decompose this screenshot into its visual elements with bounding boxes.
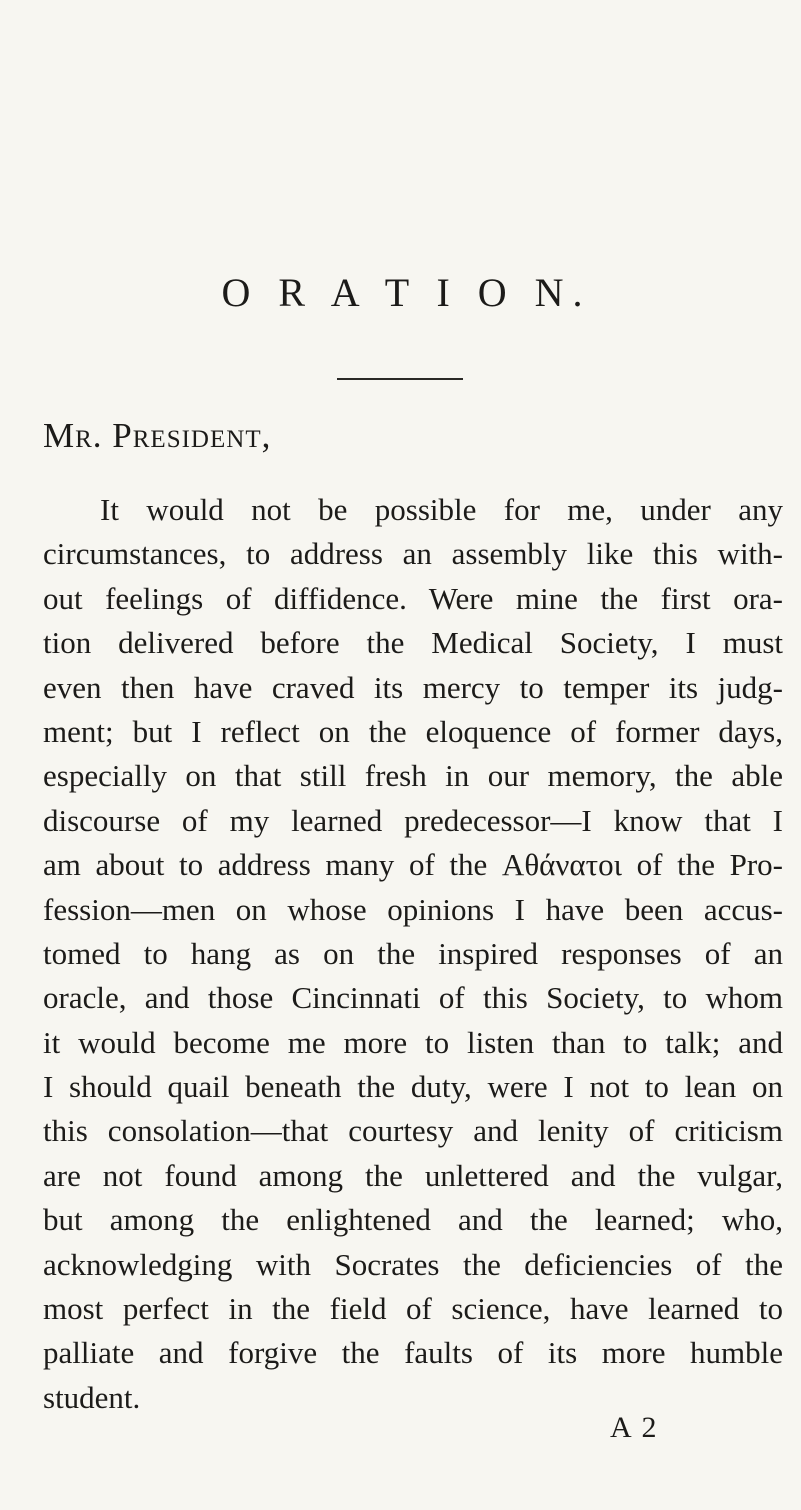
paragraph-line: fession—men on whose opinions I have been accus- [43, 891, 783, 927]
paragraph-line: even then have craved its mercy to temper its judg- [43, 669, 783, 705]
paragraph-line: are not found among the unlettered and the vulgar, [43, 1157, 783, 1193]
paragraph-line: I should quail beneath the duty, were I not to lean on [43, 1069, 783, 1105]
paragraph-line: It would not be possible for me, under any [100, 492, 783, 527]
body-paragraph [43, 488, 783, 1420]
paragraph-line: circumstances, to address an assembly like this with- [43, 536, 783, 572]
paragraph-line: it would become me more to listen than to talk; and [43, 1024, 783, 1060]
paragraph-line: but among the enlightened and the learned; who, [43, 1202, 783, 1238]
salutation: Mr. President, [43, 416, 272, 455]
paragraph-line: oracle, and those Cincinnati of this Society, to whom [43, 980, 783, 1016]
paragraph-line: most perfect in the field of science, have learned to [43, 1291, 783, 1327]
paragraph-line: am about to address many of the Αθάνατοι of the Pro- [43, 847, 783, 883]
page-title: O R A T I O N. [221, 270, 592, 315]
paragraph-line: tomed to hang as on the inspired responses of an [43, 935, 783, 971]
paragraph-line: tion delivered before the Medical Society, I must [43, 625, 783, 661]
paragraph-line: this consolation—that courtesy and lenity of criticism [43, 1113, 783, 1149]
signature-mark: A 2 [610, 1411, 659, 1444]
paragraph-line: ment; but I reflect on the eloquence of former days, [43, 713, 783, 749]
title-rule [337, 378, 463, 380]
paragraph-line: discourse of my learned predecessor—I know that I [43, 802, 783, 838]
paragraph-line: student. [43, 1379, 141, 1415]
paragraph-line: palliate and forgive the faults of its more humble [43, 1335, 783, 1371]
paragraph-line: especially on that still fresh in our memory, the able [43, 758, 783, 794]
paragraph-line: out feelings of diffidence. Were mine the first ora- [43, 580, 783, 616]
paragraph-line: acknowledging with Socrates the deficiencies of the [43, 1246, 783, 1282]
